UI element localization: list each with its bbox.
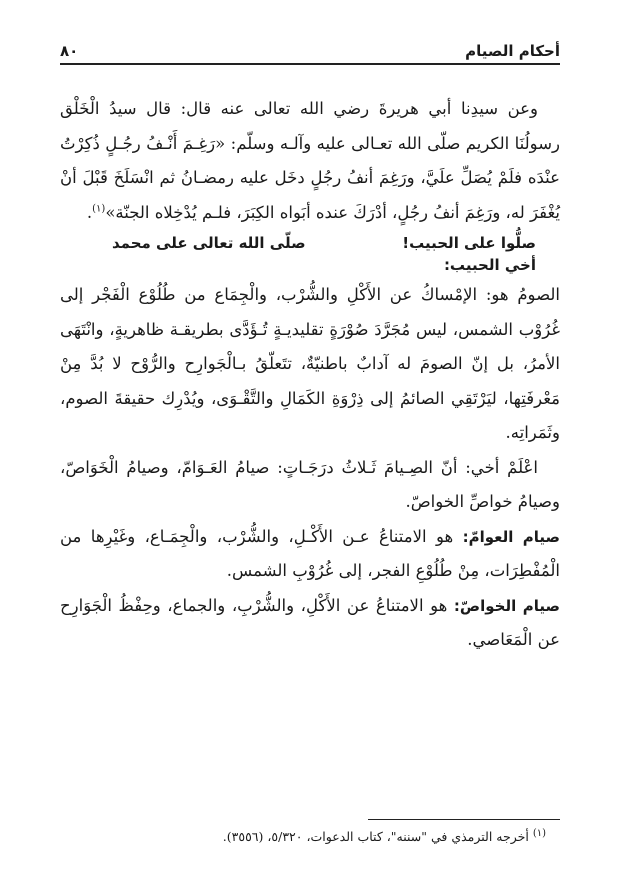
salutation-row — [60, 232, 560, 254]
common-fasting-text: هو الامتناعُ عـن الأَكْـلِ، والشُّرْب، والْجِمَـاع، وغَيْرِها من الْمُفْطِرَات، مِنْ طُلُوْعِ الفجر، إلى غُرُوْبِ الشمس. — [60, 526, 560, 580]
hadith-end: . — [86, 202, 93, 222]
footnote — [60, 827, 560, 847]
footnote-rule — [368, 819, 560, 820]
salutation-response: صلّى الله تعالى على محمد — [112, 234, 306, 252]
header-rule — [60, 63, 560, 65]
footnote-reference[interactable]: (١) — [92, 203, 106, 214]
page-header — [60, 36, 560, 60]
elite-fasting-paragraph — [60, 589, 560, 658]
page-body — [60, 92, 560, 658]
common-fasting-term: صيام العوامّ: — [462, 527, 560, 546]
hadith-paragraph — [60, 92, 560, 230]
hadith-text: وعن سيدِنا أبي هريرةَ رضي الله تعالى عنه قال: قال سيدُ الْخَلْق رسولُنَا الكريم صلّى الله تعـالى عليه وآلـه وسلّم: «رَغِـمَ أَنْـفُ رجُـلٍ ذُكِرْتُ عنْدَه فلَمْ يُصَلِّ علَيَّ، ورَغِمَ أنفُ رجُلٍ دخَل عليه رمضـانُ ثم انْسَلَخَ قَبْلَ أنْ يُغْفَرَ له، ورَغِمَ أنفُ رجُلٍ، أدْرَكَ عنده أبَواه الكِبَرَ، فلـم يُدْخِلاه الجنّة» — [60, 99, 560, 222]
address-line — [60, 254, 560, 276]
elite-fasting-term: صيام الخواصّ: — [453, 596, 561, 615]
page-number: ٨٠ — [60, 42, 79, 60]
address-text: أخي الحبيب: — [443, 256, 536, 274]
definition-paragraph: الصومُ هو: الإمْساكُ عن الأَكْلِ والشُّرْب، والْجِمَاع من طُلُوْع الْفَجْر إلى غُرُوْب الشمس، ليس مُجَرَّدَ صُوْرَةٍ تقليديـةٍ تُـؤَدَّى بطريقـة ظاهريةٍ، وانْتَهَى الأمرُ، بل إنّ الصومَ له آدابٌ باطنيّةٌ، تتَعلّقُ بـالْجَوارِح والرُّوْح لا بُدَّ مِنْ مَعْرفَتِها، ليَرْتَقِي الصائمُ إلى ذِرْوَةِ الكَمَالِ والتَّقْـوَى، ويُدْرِك حقيقةَ الصوم، وثَمَراتِه. — [60, 285, 560, 442]
elite-fasting-text: هو الامتناعُ عن الأَكْلِ، والشُّرْبِ، والجماع، وحِفْظُ الْجَوَارِح عن الْمَعَاصي. — [60, 595, 560, 649]
degrees-paragraph: اعْلَمْ أخي: أنّ الصِـيامَ ثَـلاثُ درَجَـاتٍ: صيامُ العَـوَامّ، وصيامُ الْخَوَاصّ، وصيامُ خواصِّ الخواصّ. — [60, 457, 560, 511]
running-title: أحكام الصيام — [465, 42, 560, 60]
footnote-marker: (١) — [532, 827, 546, 839]
common-fasting-paragraph — [60, 520, 560, 589]
salutation-call: صلُّوا على الحبيب! — [402, 234, 536, 252]
footnote-text: أخرجه الترمذي في "سننه"، كتاب الدعوات، ٥/٣٢٠، (٣٥٥٦). — [222, 829, 529, 844]
